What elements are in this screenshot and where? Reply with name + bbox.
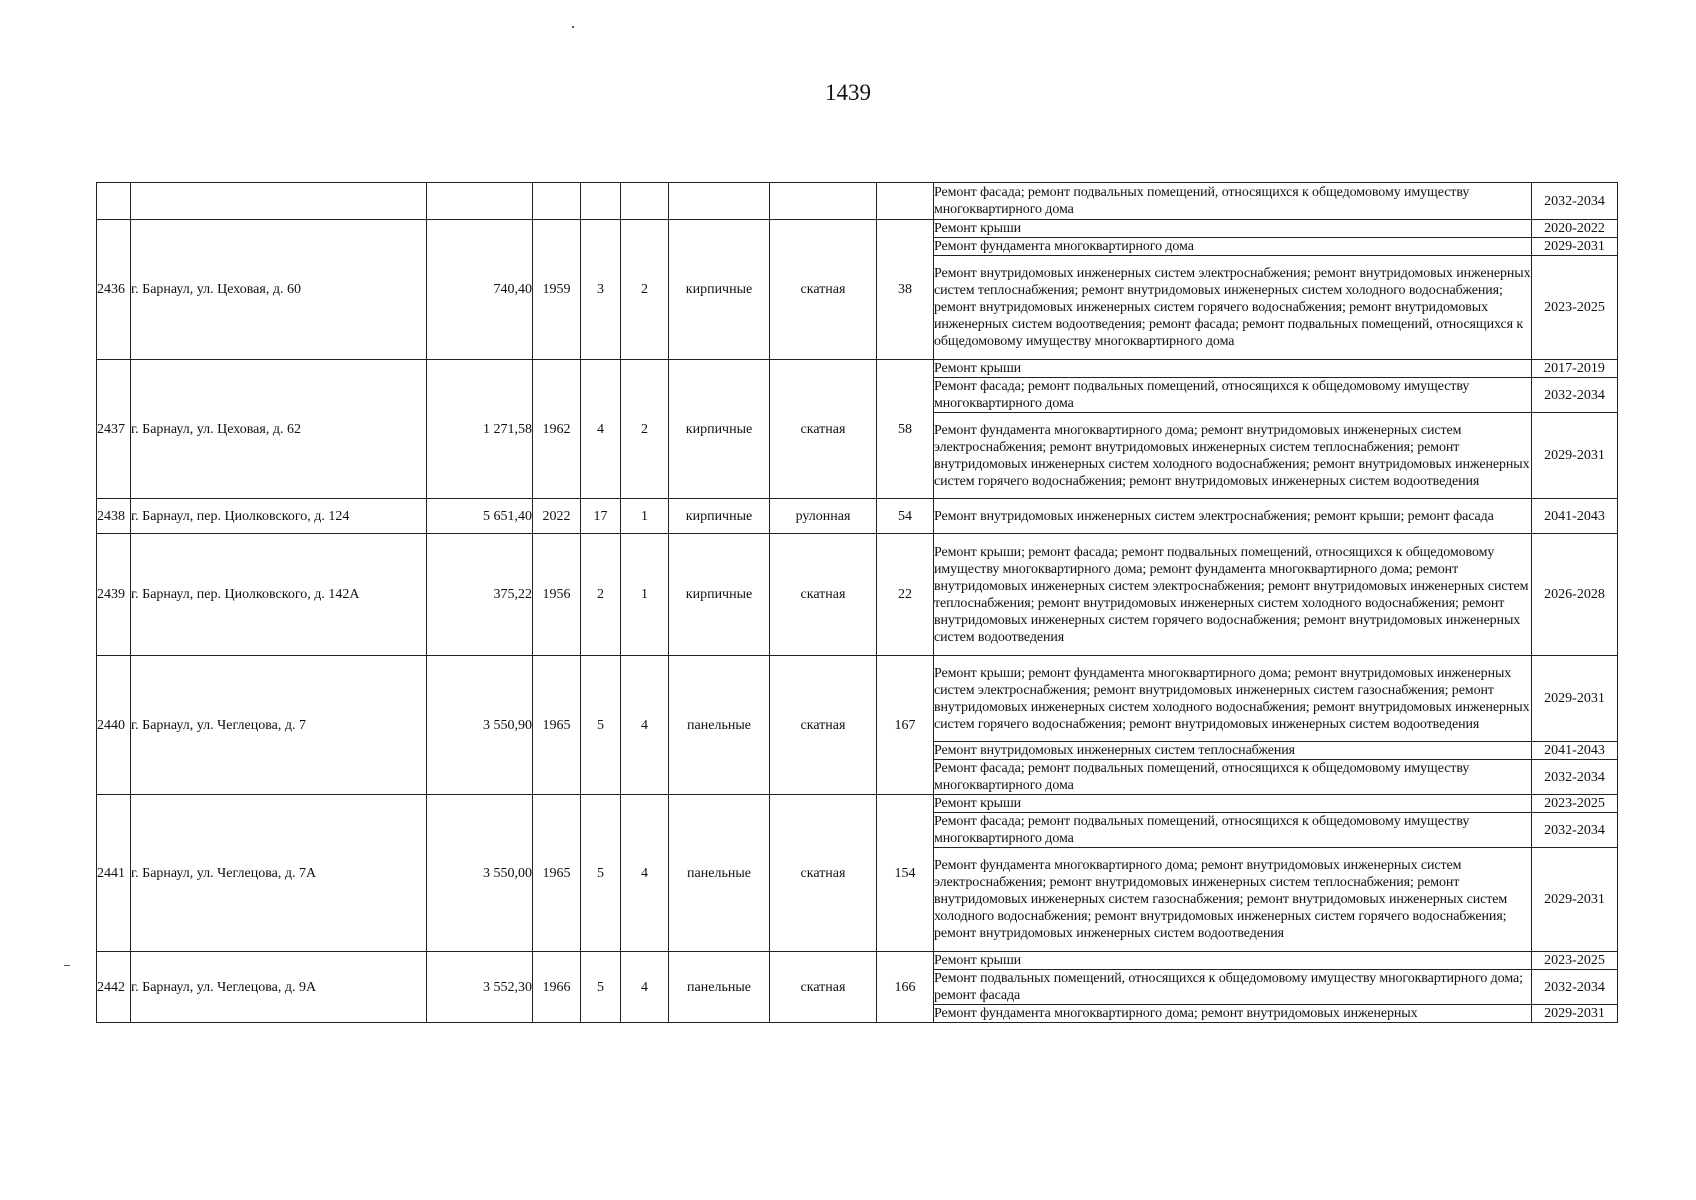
address-cell: г. Барнаул, ул. Цеховая, д. 62: [131, 360, 427, 499]
scan-mark: [64, 965, 70, 966]
floors-cell: 5: [581, 952, 621, 1023]
area-cell: 3 550,00: [427, 795, 533, 952]
row-number: 2441: [97, 795, 131, 952]
floors-cell: 5: [581, 795, 621, 952]
roof-type-cell: скатная: [770, 952, 877, 1023]
table-row: [97, 534, 1618, 656]
works-cell: Ремонт крыши; ремонт фундамента многоквартирного дома; ремонт внутридомовых инженерных систем электроснабжения; ремонт внутридомовых инженерных систем газоснабжения; ремонт внутридомовых инженерных систем холодного водоснабжения; ремонт внутридомовых инженерных систем горячего водоснабжения; ремонт внутридомовых инженерных систем водоотведения: [934, 656, 1532, 742]
empty-cell: [770, 183, 877, 220]
works-cell: Ремонт фасада; ремонт подвальных помещений, относящихся к общедомовому имуществу многоквартирного дома: [934, 813, 1532, 848]
year-cell: 1966: [533, 952, 581, 1023]
table-row: [97, 220, 1618, 238]
year-cell: 2022: [533, 499, 581, 534]
entrances-cell: 2: [621, 220, 669, 360]
table-row: [97, 952, 1618, 970]
address-cell: г. Барнаул, ул. Чеглецова, д. 7А: [131, 795, 427, 952]
entrances-cell: 2: [621, 360, 669, 499]
period-cell: 2032-2034: [1532, 813, 1618, 848]
entrances-cell: 1: [621, 534, 669, 656]
housing-register-table: [96, 182, 1618, 1023]
year-cell: 1965: [533, 656, 581, 795]
count-cell: 38: [877, 220, 934, 360]
row-number: 2438: [97, 499, 131, 534]
row-number: 2437: [97, 360, 131, 499]
count-cell: 167: [877, 656, 934, 795]
period-cell: 2029-2031: [1532, 848, 1618, 952]
entrances-cell: 1: [621, 499, 669, 534]
walls-material-cell: кирпичные: [669, 220, 770, 360]
page-number: 1439: [825, 80, 871, 105]
period-cell: 2023-2025: [1532, 952, 1618, 970]
works-cell: Ремонт фундамента многоквартирного дома; ремонт внутридомовых инженерных систем электроснабжения; ремонт внутридомовых инженерных систем теплоснабжения; ремонт внутридомовых инженерных систем холодного водоснабжения; ремонт внутридомовых инженерных систем горячего водоснабжения; ремонт внутридомовых инженерных систем водоотведения: [934, 413, 1532, 499]
works-cell: Ремонт крыши: [934, 360, 1532, 378]
roof-type-cell: скатная: [770, 534, 877, 656]
empty-cell: [533, 183, 581, 220]
period-cell: 2032-2034: [1532, 760, 1618, 795]
roof-type-cell: рулонная: [770, 499, 877, 534]
works-cell: Ремонт фундамента многоквартирного дома; ремонт внутридомовых инженерных систем электроснабжения; ремонт внутридомовых инженерных систем теплоснабжения; ремонт внутридомовых инженерных систем газоснабжения; ремонт внутридомовых инженерных систем холодного водоснабжения; ремонт внутридомовых инженерных систем горячего водоснабжения; ремонт внутридомовых инженерных систем водоотведения: [934, 848, 1532, 952]
table-body: [97, 183, 1618, 1023]
scan-speck: [572, 26, 574, 28]
area-cell: 3 552,30: [427, 952, 533, 1023]
works-cell: Ремонт крыши: [934, 952, 1532, 970]
address-cell: г. Барнаул, ул. Цеховая, д. 60: [131, 220, 427, 360]
period-cell: 2029-2031: [1532, 1005, 1618, 1023]
floors-cell: 4: [581, 360, 621, 499]
area-cell: 1 271,58: [427, 360, 533, 499]
year-cell: 1956: [533, 534, 581, 656]
period-cell: 2029-2031: [1532, 413, 1618, 499]
works-cell: Ремонт внутридомовых инженерных систем электроснабжения; ремонт внутридомовых инженерных систем теплоснабжения; ремонт внутридомовых инженерных систем холодного водоснабжения; ремонт внутридомовых инженерных систем горячего водоснабжения; ремонт внутридомовых инженерных систем водоотведения; ремонт фасада; ремонт подвальных помещений, относящихся к общедомовому имуществу многоквартирного дома: [934, 256, 1532, 360]
roof-type-cell: скатная: [770, 656, 877, 795]
entrances-cell: 4: [621, 952, 669, 1023]
floors-cell: 17: [581, 499, 621, 534]
address-cell: г. Барнаул, пер. Циолковского, д. 124: [131, 499, 427, 534]
walls-material-cell: панельные: [669, 795, 770, 952]
walls-material-cell: панельные: [669, 952, 770, 1023]
area-cell: 375,22: [427, 534, 533, 656]
walls-material-cell: панельные: [669, 656, 770, 795]
row-number: 2442: [97, 952, 131, 1023]
works-cell: Ремонт фундамента многоквартирного дома: [934, 238, 1532, 256]
count-cell: 54: [877, 499, 934, 534]
period-cell: 2023-2025: [1532, 256, 1618, 360]
empty-cell: [581, 183, 621, 220]
works-cell: Ремонт крыши: [934, 220, 1532, 238]
address-cell: г. Барнаул, ул. Чеглецова, д. 7: [131, 656, 427, 795]
period-cell: 2041-2043: [1532, 499, 1618, 534]
empty-cell: [97, 183, 131, 220]
walls-material-cell: кирпичные: [669, 360, 770, 499]
works-cell: Ремонт фундамента многоквартирного дома; ремонт внутридомовых инженерных: [934, 1005, 1532, 1023]
count-cell: 58: [877, 360, 934, 499]
period-cell: 2029-2031: [1532, 656, 1618, 742]
count-cell: 22: [877, 534, 934, 656]
works-cell: Ремонт крыши: [934, 795, 1532, 813]
entrances-cell: 4: [621, 656, 669, 795]
floors-cell: 2: [581, 534, 621, 656]
roof-type-cell: скатная: [770, 795, 877, 952]
count-cell: 154: [877, 795, 934, 952]
empty-cell: [131, 183, 427, 220]
entrances-cell: 4: [621, 795, 669, 952]
empty-cell: [427, 183, 533, 220]
empty-cell: [621, 183, 669, 220]
walls-material-cell: кирпичные: [669, 534, 770, 656]
period-cell: 2020-2022: [1532, 220, 1618, 238]
address-cell: г. Барнаул, ул. Чеглецова, д. 9А: [131, 952, 427, 1023]
works-cell: Ремонт фасада; ремонт подвальных помещений, относящихся к общедомовому имуществу многоквартирного дома: [934, 378, 1532, 413]
period-cell: 2041-2043: [1532, 742, 1618, 760]
row-number: 2440: [97, 656, 131, 795]
works-cell: Ремонт внутридомовых инженерных систем теплоснабжения: [934, 742, 1532, 760]
table-row: [97, 656, 1618, 742]
floors-cell: 3: [581, 220, 621, 360]
floors-cell: 5: [581, 656, 621, 795]
area-cell: 5 651,40: [427, 499, 533, 534]
address-cell: г. Барнаул, пер. Циолковского, д. 142А: [131, 534, 427, 656]
area-cell: 740,40: [427, 220, 533, 360]
year-cell: 1965: [533, 795, 581, 952]
works-cell: Ремонт подвальных помещений, относящихся к общедомовому имуществу многоквартирного дома; ремонт фасада: [934, 970, 1532, 1005]
empty-cell: [877, 183, 934, 220]
table-row: [97, 795, 1618, 813]
count-cell: 166: [877, 952, 934, 1023]
roof-type-cell: скатная: [770, 220, 877, 360]
works-cell: Ремонт внутридомовых инженерных систем электроснабжения; ремонт крыши; ремонт фасада: [934, 499, 1532, 534]
table-row: [97, 183, 1618, 220]
table-row: [97, 360, 1618, 378]
table-row: [97, 499, 1618, 534]
period-cell: 2029-2031: [1532, 238, 1618, 256]
year-cell: 1959: [533, 220, 581, 360]
works-cell: Ремонт крыши; ремонт фасада; ремонт подвальных помещений, относящихся к общедомовому имуществу многоквартирного дома; ремонт фундамента многоквартирного дома; ремонт внутридомовых инженерных систем электроснабжения; ремонт внутридомовых инженерных систем теплоснабжения; ремонт внутридомовых инженерных систем холодного водоснабжения; ремонт внутридомовых инженерных систем горячего водоснабжения; ремонт внутридомовых инженерных систем водоотведения: [934, 534, 1532, 656]
works-cell: Ремонт фасада; ремонт подвальных помещений, относящихся к общедомовому имуществу многоквартирного дома: [934, 183, 1532, 220]
period-cell: 2023-2025: [1532, 795, 1618, 813]
period-cell: 2032-2034: [1532, 378, 1618, 413]
year-cell: 1962: [533, 360, 581, 499]
period-cell: 2017-2019: [1532, 360, 1618, 378]
row-number: 2439: [97, 534, 131, 656]
works-cell: Ремонт фасада; ремонт подвальных помещений, относящихся к общедомовому имуществу многоквартирного дома: [934, 760, 1532, 795]
period-cell: 2026-2028: [1532, 534, 1618, 656]
period-cell: 2032-2034: [1532, 183, 1618, 220]
area-cell: 3 550,90: [427, 656, 533, 795]
empty-cell: [669, 183, 770, 220]
walls-material-cell: кирпичные: [669, 499, 770, 534]
row-number: 2436: [97, 220, 131, 360]
period-cell: 2032-2034: [1532, 970, 1618, 1005]
roof-type-cell: скатная: [770, 360, 877, 499]
